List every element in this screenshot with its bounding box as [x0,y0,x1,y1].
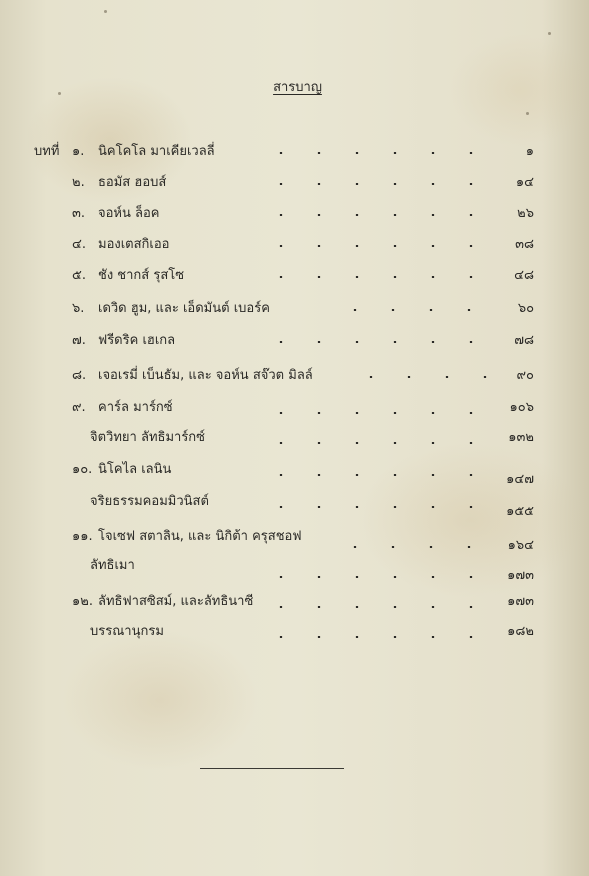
dot-leader [262,152,507,154]
entry-title: ลัทธิเมา [90,558,135,573]
toc-entry [0,142,589,162]
dot-leader [262,412,492,414]
entry-title: เดวิด ฮูม, และ เอ็ดมันต์ เบอร์ค [98,301,270,316]
dot-leader [262,576,492,578]
entry-title: ฟรีดริค เฮเกล [98,333,176,348]
entry-page: ๑๔ [515,175,534,190]
dot-leader [352,376,492,378]
entry-number: ๑. [72,144,85,159]
entry-number: ๒. [72,175,85,190]
dot-leader [336,309,492,311]
entry-page: ๑๗๓ [507,594,534,609]
toc-entry [0,470,589,490]
toc-entry [0,366,589,386]
toc-entry [0,536,589,556]
entry-page: ๗๘ [514,333,534,348]
chapter-label: บทที่ [34,144,60,159]
paper-speck [526,112,529,115]
entry-title: ธอมัส ฮอบส์ [98,175,167,190]
toc-entry [0,622,589,642]
toc-entry [0,299,589,319]
entry-page: ๒๖ [517,206,534,221]
dot-leader [262,183,492,185]
entry-title: คาร์ล มาร์กซ์ [98,400,173,415]
dot-leader [262,341,492,343]
toc-entry [0,428,589,448]
entry-page: ๑๔๗ [506,472,534,487]
toc-entry [0,398,589,418]
dot-leader [262,636,492,638]
entry-number: ๕. [72,268,86,283]
entry-page: ๙๐ [516,368,534,383]
dot-leader [262,442,492,444]
entry-number: ๘. [72,368,87,383]
entry-page: ๖๐ [517,301,534,316]
dot-leader [262,606,492,608]
toc-entry [0,204,589,224]
entry-number: ๑๑. [72,529,93,544]
toc-entry [0,502,589,522]
toc-entry [0,173,589,193]
toc-entry [0,566,589,586]
toc-entry [0,266,589,286]
entry-number: ๗. [72,333,86,348]
paper-speck [104,10,107,13]
entry-page: ๑๘๒ [507,624,534,639]
bottom-rule [200,768,344,769]
toc-entry [0,235,589,255]
entry-page: ๑ [525,144,534,159]
entry-number: ๑๐. [72,462,93,477]
entry-title: นิคโคโล มาเคียเวลลี่ [98,144,215,159]
toc-entry [0,592,589,612]
entry-number: ๑๒. [72,594,93,609]
entry-page: ๓๘ [515,237,534,252]
entry-title: โจเซฟ สตาลิน, และ นิกิต้า ครุสชอฟ [98,529,302,544]
entry-page: ๔๘ [514,268,534,283]
entry-title: จิตวิทยา ลัทธิมาร์กซ์ [90,430,205,445]
paper-speck [548,32,551,35]
entry-page: ๑๐๖ [509,400,534,415]
entry-title: นิโคไล เลนิน [98,462,172,477]
entry-page: ๑๖๔ [507,538,534,553]
entry-number: ๓. [72,206,86,221]
dot-leader [262,276,492,278]
toc-entry [0,331,589,351]
entry-number: ๙. [72,400,86,415]
entry-title: บรรณานุกรม [90,624,164,639]
paper-speck [58,92,61,95]
entry-page: ๑๓๒ [508,430,534,445]
entry-title: จอห์น ล็อค [98,206,160,221]
entry-page: ๑๕๕ [506,504,534,519]
entry-title: เจอเรมี่ เบ็นธัม, และ จอห์น สจ๊วต มิลล์ [98,368,313,383]
toc-title: สารบาญ [273,80,322,95]
entry-title: จริยธรรมคอมมิวนิสต์ [90,494,209,509]
entry-number: ๖. [72,301,85,316]
entry-number: ๔. [72,237,86,252]
entry-title: มองเตสกิเออ [98,237,170,252]
dot-leader [336,546,492,548]
dot-leader [262,214,492,216]
dot-leader [262,245,492,247]
entry-title: ลัทธิฟาสซิสม์, และลัทธินาซี [98,594,254,609]
entry-title: ชัง ชากส์ รุสโซ [98,268,185,283]
entry-page: ๑๗๓ [507,568,534,583]
